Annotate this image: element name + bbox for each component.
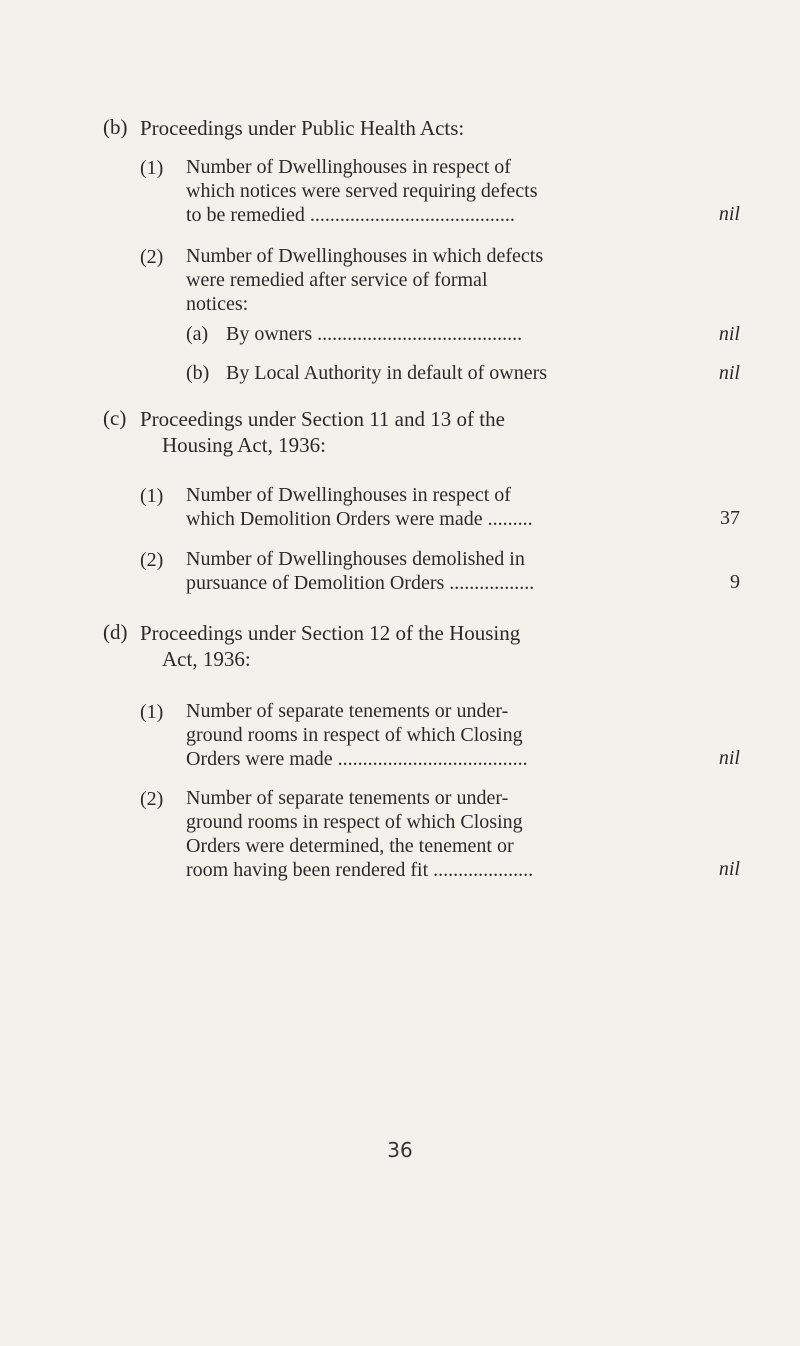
b-sub-a-label: (a) [186, 323, 209, 345]
b-item-1-num: (1) [140, 157, 164, 179]
c-item-1-num: (1) [140, 485, 164, 507]
c-item-2-text: Number of Dwellinghouses demolished in pursuance of Demolition Orders ................. [186, 548, 535, 594]
section-b-title: Proceedings under Public Health Acts: [140, 116, 465, 140]
c-item-1-value: 37 [720, 507, 740, 529]
b-item-1-value: nil [718, 203, 740, 225]
b-sub-b-value: nil [718, 362, 740, 384]
section-c-title: Proceedings under Section 11 and 13 of the Housing Act, 1936: [140, 407, 505, 457]
section-c-label: (c) [103, 406, 127, 430]
b-sub-a-value: nil [718, 323, 740, 345]
b-item-2-num: (2) [140, 246, 164, 268]
section-d-label: (d) [103, 620, 128, 644]
c-item-2-num: (2) [140, 549, 164, 571]
b-item-2-text: Number of Dwellinghouses in which defects were remedied after service of formal notices: [186, 245, 544, 315]
d-item-1-num: (1) [140, 701, 164, 723]
section-b-label: (b) [103, 115, 128, 139]
b-sub-b-text: By Local Authority in default of owners [226, 362, 548, 384]
d-item-1-text: Number of separate tenements or under- ground rooms in respect of which Closing Orders were made ...................................... [186, 700, 528, 770]
c-item-2-value: 9 [730, 571, 740, 593]
d-item-2-value: nil [718, 858, 740, 880]
d-item-2-num: (2) [140, 788, 164, 810]
d-item-2-text: Number of separate tenements or under- ground rooms in respect of which Closing Orders were determined, the tenement or room having been rendered fit .................... [186, 787, 534, 881]
section-d-title: Proceedings under Section 12 of the Housing Act, 1936: [140, 621, 521, 671]
page-number: 36 [387, 1138, 413, 1162]
c-item-1-text: Number of Dwellinghouses in respect of which Demolition Orders were made ......... [186, 484, 533, 530]
b-sub-b-label: (b) [186, 362, 210, 384]
d-item-1-value: nil [718, 747, 740, 769]
b-item-1-text: Number of Dwellinghouses in respect of which notices were served requiring defects to be remedied ......................................... [186, 156, 538, 226]
b-sub-a-text: By owners ......................................... [226, 323, 523, 345]
